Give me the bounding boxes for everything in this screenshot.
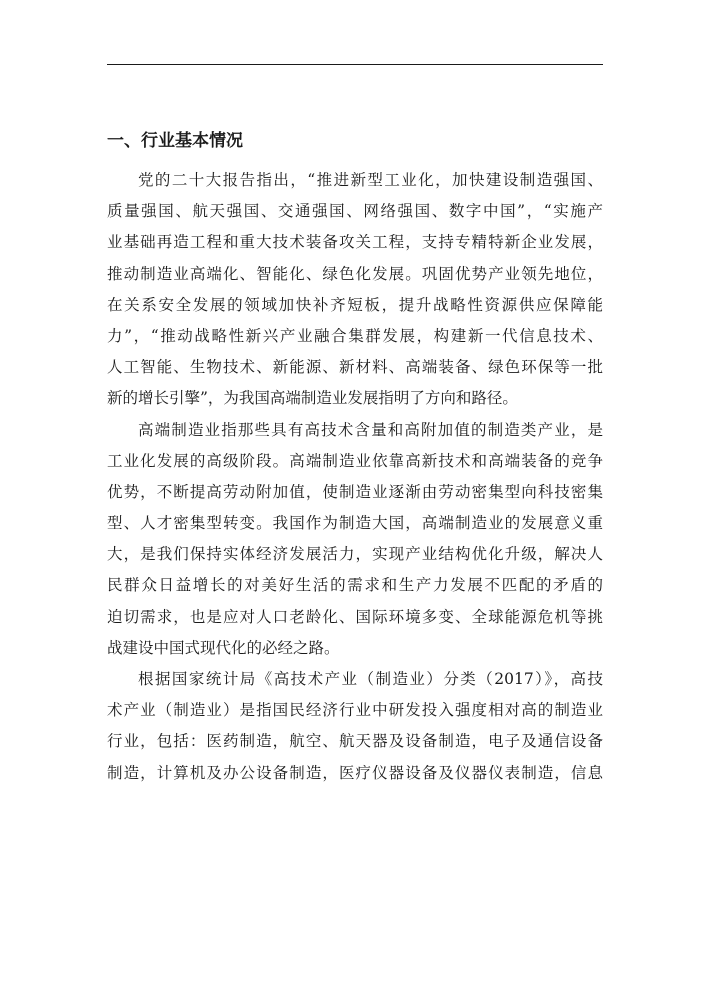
paragraph-line: 战建设中国式现代化的必经之路。 [107, 638, 340, 657]
paragraph-line: 行业，包括：医药制造，航空、航天器及设备制造，电子及通信设备 [107, 732, 603, 751]
paragraph-line: 党的二十大报告指出，“推进新型工业化，加快建设制造强国、 [138, 171, 603, 189]
document-body [107, 165, 603, 789]
paragraph-line: 大，是我们保持实体经济发展活力，实现产业结构优化升级，解决人 [107, 545, 603, 564]
paragraph-line: 型、人才密集型转变。我国作为制造大国，高端制造业的发展意义重 [107, 514, 603, 533]
paragraph-line: 工业化发展的高级阶段。高端制造业依靠高新技术和高端装备的竞争 [107, 451, 603, 470]
paragraph-line: 推动制造业高端化、智能化、绿色化发展。巩固优势产业领先地位， [107, 264, 603, 283]
paragraph-2 [107, 415, 603, 665]
paragraph-line: 新的增长引擎”，为我国高端制造业发展指明了方向和路径。 [107, 389, 518, 408]
paragraph-3 [107, 664, 603, 789]
paragraph-line: 高端制造业指那些具有高技术含量和高附加值的制造类产业，是 [138, 420, 603, 439]
paragraph-line: 优势，不断提高劳动附加值，使制造业逐渐由劳动密集型向科技密集 [107, 482, 603, 501]
paragraph-line: 人工智能、生物技术、新能源、新材料、高端装备、绿色环保等一批 [107, 358, 603, 377]
header-rule [107, 64, 603, 65]
paragraph-line: 力”，“推动战略性新兴产业融合集群发展，构建新一代信息技术、 [107, 326, 603, 345]
paragraph-line: 质量强国、航天强国、交通强国、网络强国、数字中国”，“实施产 [107, 202, 603, 221]
paragraph-1 [107, 165, 603, 415]
paragraph-line: 在关系安全发展的领域加快补齐短板，提升战略性资源供应保障能 [107, 295, 603, 314]
paragraph-line: 根据国家统计局《高技术产业（制造业）分类（2017）》，高技 [138, 670, 603, 688]
paragraph-line: 迫切需求，也是应对人口老龄化、国际环境多变、全球能源危机等挑 [107, 607, 603, 626]
paragraph-line: 术产业（制造业）是指国民经济行业中研发投入强度相对高的制造业 [107, 701, 603, 720]
paragraph-line: 业基础再造工程和重大技术装备攻关工程，支持专精特新企业发展， [107, 233, 603, 252]
paragraph-line: 制造，计算机及办公设备制造，医疗仪器设备及仪器仪表制造，信息 [107, 763, 603, 782]
paragraph-line: 民群众日益增长的对美好生活的需求和生产力发展不匹配的矛盾的 [107, 576, 603, 595]
section-heading: 一、行业基本情况 [107, 131, 243, 151]
